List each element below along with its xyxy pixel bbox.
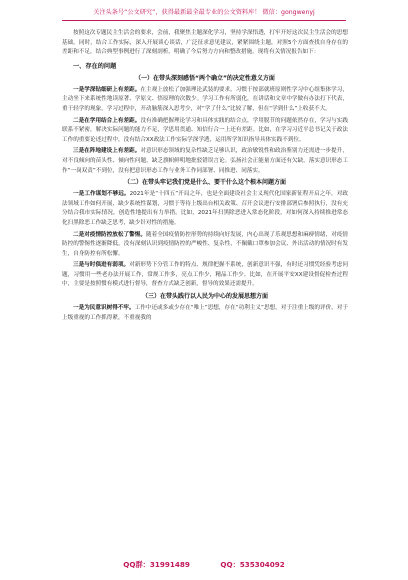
intro-paragraph: 按照这次专题民主生活会的要求，会前，我聚焦主题深化学习，坚持学深悟透，打牢开好这次民主生活会的思想基础。同时，结合工作实际，深入开展谈心谈话，广泛征求意见建议，紧紧围绕主题，对照5个方面查找自身存在的差距和不足，结合典型事例进行了深刻剖析，明确了今后努力方向和整改措施。现将有关情况报告如下： (62, 30, 348, 56)
subsection-heading-1: （一）在带头深刻感悟“两个确立”的决定性意义方面 (135, 74, 275, 82)
paragraph-text: 随着全国疫情防控形势的持续向好发展，内心出现了乐观思想和麻痹情绪，对疫情防控的警惕性逐渐降低，没有深刻认识到疫情防控的严峻性、复杂性，不佩戴口罩参加会议、外出活动的情况时有发生，自身防控有所松懈。 (62, 231, 348, 257)
subsection-heading-3: （三）在带头践行以人民为中心的发展思想方面 (141, 293, 268, 301)
paragraph-text: 对意识形态领域的复杂性缺乏足够认识，政治敏锐性和政治鉴别力还需进一步提升，对不良倾向的苗头性、倾向性问题，缺乏旗帜鲜明地批驳错误言论。弘扬社会正能量方面还有欠缺，落实意识形态工作“一岗双责”不到位，没有把意识形态工作与业务工作同部署、同推进、同落实。 (62, 148, 348, 174)
paragraph-lead: 一是学深钻细研上有差距。 (73, 86, 141, 93)
footer-contact (0, 560, 408, 570)
paragraph-lead: 一是工作谋划不够远。 (73, 191, 130, 198)
qq-group-label: QQ群：31991489 (123, 560, 190, 569)
header-banner: 关注头条号“公文研究”，获得最新最全最专业的公文资料库！ 微信：gongwenyj (93, 9, 315, 16)
paragraph-text: 工作中还或多或少存在“唯上”思想，存在“功利主义”思想，对于注重上级的评价，对于上级重视的工作抓得紧，不重视我的 (62, 305, 348, 321)
paragraph-lead: 三是在阵地建设上有差距。 (73, 148, 141, 155)
paragraph (62, 190, 348, 228)
document-body (62, 29, 348, 325)
paragraph (62, 304, 348, 323)
paragraph-text: 没有准确把握理论学习和具体实践的结合点，学用脱节的问题依然存在，学习与实践联系不紧密，解决实际问题的能力不足，学思用贯通、知信行合一上还有差距。比如，在学习习近平总书记关于政法工作的重要论述过程中，没有结合XX政法工作实际学深学透，运用所学知识指导具体实践不到位。 (62, 117, 348, 143)
paragraph-lead: 二是对疫情防控放松了警惕。 (73, 231, 146, 238)
paragraph (62, 261, 348, 290)
paragraph-text: 对新形势下分管工作的特点、规律把握不系统，创新意识不强，有时还习惯凭经验考虑问题，习惯用一些老办法开展工作，常规工作多，亮点工作少，精品工作少。比如，在开展平安XX建设督促检查过程中，主要是按照惯有模式进行督导，督查方式缺乏创新，督导的效果还需提升。 (62, 262, 348, 288)
paragraph (62, 231, 348, 260)
paragraph (62, 117, 348, 146)
paragraph-lead: 二是在学用结合上有差距。 (73, 117, 141, 124)
paragraph-lead: 一是为民意识树得不牢。 (73, 305, 135, 312)
paragraph (62, 147, 348, 176)
paragraph-lead: 三是与时俱进有弱项。 (73, 262, 130, 269)
header-divider (62, 20, 346, 21)
section-heading: 一、存在的问题 (73, 62, 117, 70)
paragraph-text: 在主观上放松了加强理论武装的要求。习惯于按部就班原则性学习中心组集体学习，主动坐下来系统性地读原著、学原文、悟原理的次数少。学习工作有所弱化，在讲话和文章中学做有办法打下代表，重干轻学的现象，学习过程中，开动脑筋深入思考少，对“学了什么”比较了解，但在“学到什么”上收获不大。 (62, 86, 348, 112)
paragraph (62, 86, 348, 115)
paragraph-text: 2021年是“十四五”开局之年，也是全面建设社会主义现代化国家新征程开启之年，对政法领域工作如何开展，缺少系统性谋划，习惯于等待上级出台相关政策、召开会议进行安排部署后参照执行，没有充分结合我市实际情况，创造性地提出有力举措。比如，2021年扫黑除恶进入常态化阶段，对如何深入持续推进常态化扫黑除恶工作缺乏思考，缺少针对性的措施。 (62, 191, 348, 226)
subsection-heading-2: （二）在带头牢记我们党是什么、要干什么这个根本问题方面 (123, 179, 286, 187)
qq-label: QQ：535304092 (220, 560, 285, 569)
